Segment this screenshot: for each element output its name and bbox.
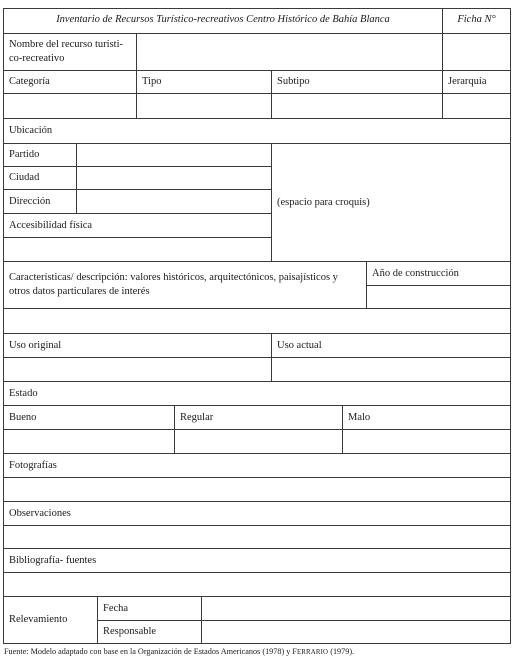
malo-label: Malo	[348, 411, 371, 423]
tipo-label-cell	[136, 70, 272, 94]
anio-label-cell	[366, 261, 511, 286]
bibliografia-label-cell	[3, 548, 511, 573]
ficha-label: Ficha N°	[457, 14, 496, 25]
fotografias-field[interactable]	[3, 477, 511, 502]
nombre-label-line1: Nombre del recurso turísti-	[9, 39, 124, 50]
regular-label: Regular	[180, 411, 214, 423]
croquis-area[interactable]	[271, 143, 511, 262]
uso-original-label: Uso original	[9, 339, 62, 351]
responsable-label: Responsable	[103, 626, 157, 637]
form-title: Inventario de Recursos Turístico-recreativos Centro Histórico de Bahía Blanca	[56, 14, 390, 25]
uso-original-label-cell	[3, 333, 272, 358]
footnote-prefix: Fuente: Modelo adaptado con base en la Organización de Estados Americanos (1978) y	[4, 647, 293, 656]
nombre-label-line2: co-recreativo	[9, 53, 65, 64]
jerarquia-label-cell	[442, 70, 511, 94]
form-title-cell	[3, 8, 443, 34]
subtipo-field[interactable]	[271, 93, 443, 119]
partido-label: Partido	[9, 149, 40, 160]
footnote-author-rest: ERRARIO	[296, 649, 329, 656]
bueno-label-cell	[3, 405, 175, 430]
ciudad-field[interactable]	[76, 166, 272, 190]
bueno-label: Bueno	[9, 411, 37, 423]
anio-construccion-label: Año de construcción	[372, 267, 459, 279]
bibliografia-field[interactable]	[3, 572, 511, 597]
partido-label-cell	[3, 143, 77, 167]
fecha-label: Fecha	[103, 602, 129, 614]
direccion-label: Dirección	[9, 195, 51, 207]
footnote-suffix: (1979).	[328, 647, 355, 656]
source-footnote	[4, 647, 354, 656]
fotografias-label-cell	[3, 453, 511, 478]
malo-field[interactable]	[342, 429, 511, 454]
categoria-label-cell	[3, 70, 137, 94]
relevamiento-label: Relevamiento	[9, 614, 68, 625]
nombre-field[interactable]	[136, 33, 443, 71]
tipo-label: Tipo	[142, 76, 162, 87]
responsable-label-cell	[97, 620, 202, 644]
relevamiento-label-cell	[3, 596, 98, 644]
uso-actual-field[interactable]	[271, 357, 511, 382]
accesibilidad-label-cell	[3, 213, 272, 238]
jerarquia-label: Jerarquía	[448, 76, 487, 87]
uso-actual-label: Uso actual	[277, 339, 322, 351]
fecha-label-cell	[97, 596, 202, 621]
partido-field[interactable]	[76, 143, 272, 167]
categoria-label: Categoría	[9, 76, 50, 87]
observaciones-field[interactable]	[3, 525, 511, 549]
fotografias-label: Fotografías	[9, 459, 57, 471]
caracteristicas-label-line1: Características/ descripción: valores históricos, arquitectónicos, paisajísticos y	[9, 272, 338, 283]
accesibilidad-field[interactable]	[3, 237, 272, 262]
observaciones-label-cell	[3, 501, 511, 526]
regular-field[interactable]	[174, 429, 343, 454]
fecha-field[interactable]	[201, 596, 511, 621]
footnote-author-initial: F	[292, 647, 297, 656]
direccion-field[interactable]	[76, 189, 272, 214]
accesibilidad-label: Accesibilidad física	[9, 219, 93, 231]
ciudad-label: Ciudad	[9, 172, 40, 183]
jerarquia-field[interactable]	[442, 93, 511, 119]
responsable-field[interactable]	[201, 620, 511, 644]
estado-label-cell	[3, 381, 511, 406]
uso-original-field[interactable]	[3, 357, 272, 382]
observaciones-label: Observaciones	[9, 507, 71, 519]
croquis-label: (espacio para croquis)	[277, 196, 370, 208]
caracteristicas-field[interactable]	[3, 308, 511, 334]
ciudad-label-cell	[3, 166, 77, 190]
inventory-form	[4, 9, 512, 649]
uso-actual-label-cell	[271, 333, 511, 358]
bibliografia-label: Bibliografía- fuentes	[9, 554, 97, 566]
direccion-label-cell	[3, 189, 77, 214]
nombre-label-cell	[3, 33, 137, 71]
subtipo-label-cell	[271, 70, 443, 94]
ubicacion-label-cell	[3, 118, 511, 144]
ficha-number-field[interactable]	[442, 33, 511, 71]
subtipo-label: Subtipo	[277, 76, 310, 87]
bueno-field[interactable]	[3, 429, 175, 454]
anio-construccion-field[interactable]	[366, 285, 511, 309]
regular-label-cell	[174, 405, 343, 430]
malo-label-cell	[342, 405, 511, 430]
estado-label: Estado	[9, 387, 38, 399]
caracteristicas-label-cell	[3, 261, 367, 309]
ubicacion-label: Ubicación	[9, 125, 53, 136]
categoria-field[interactable]	[3, 93, 137, 119]
ficha-cell	[442, 8, 511, 34]
tipo-field[interactable]	[136, 93, 272, 119]
caracteristicas-label-line2: otros datos particulares de interés	[9, 286, 150, 297]
